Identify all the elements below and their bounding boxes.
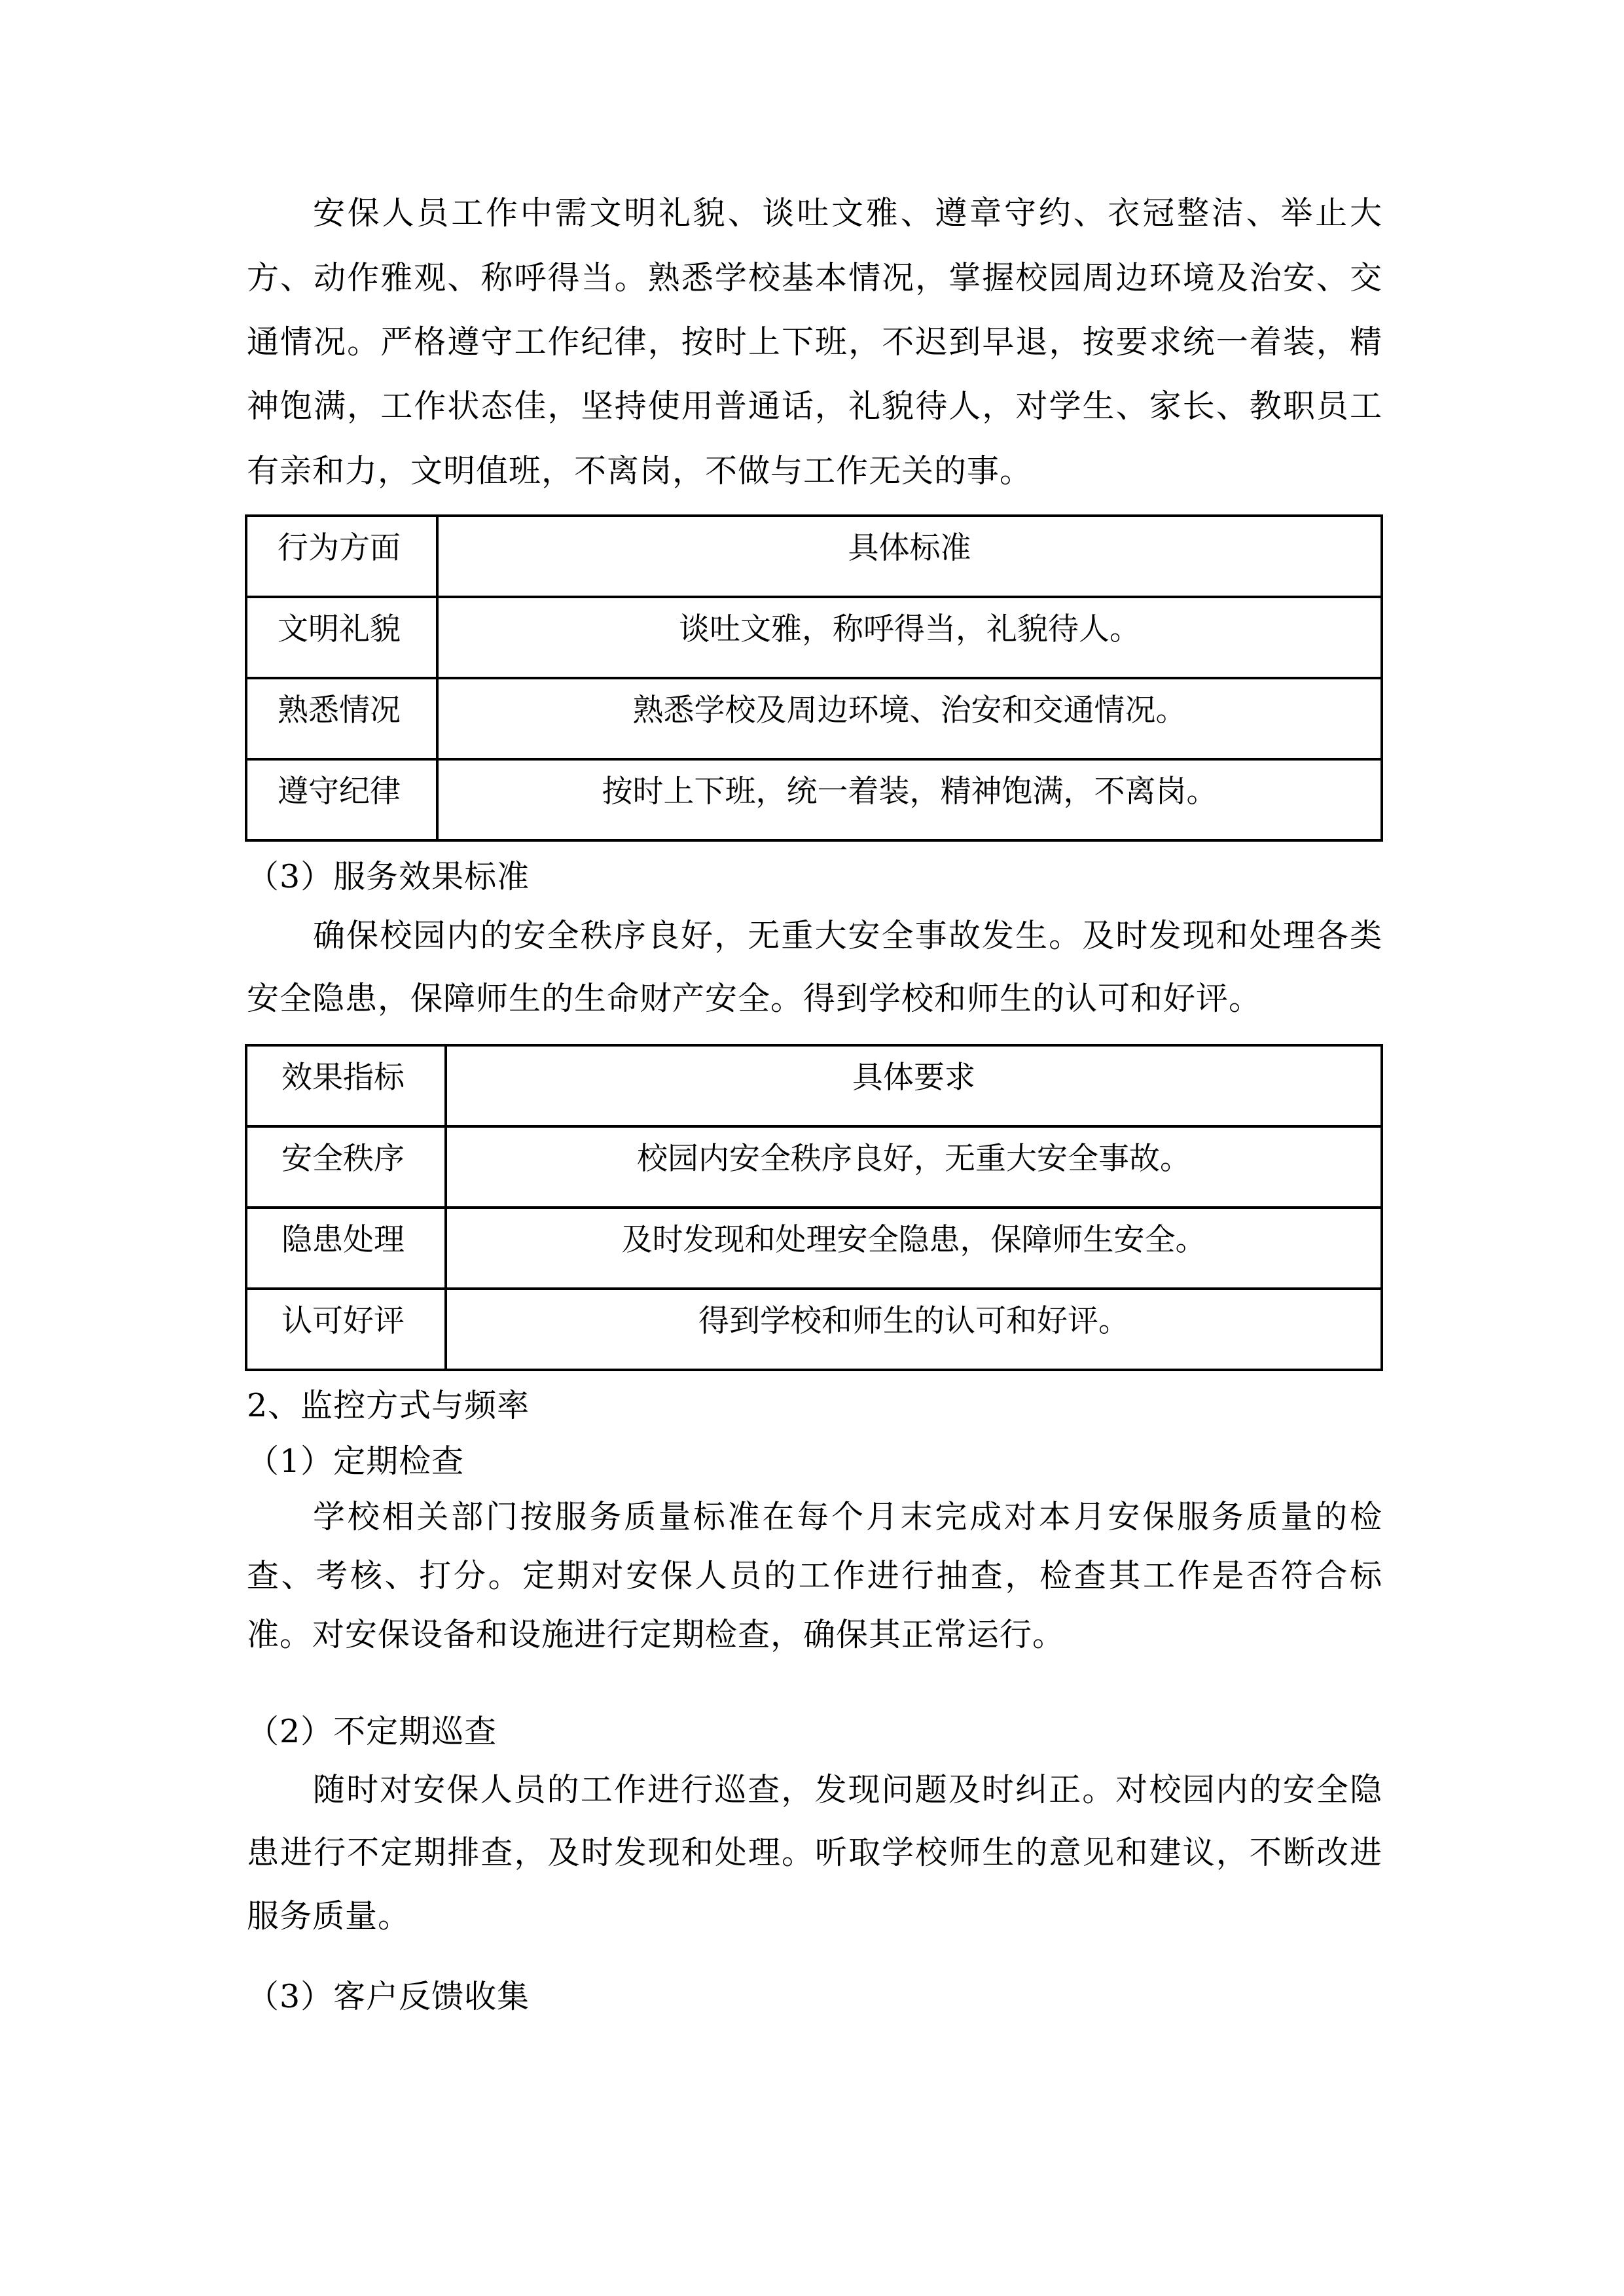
table-row xyxy=(246,597,1382,678)
table-header-row xyxy=(246,1045,1382,1126)
paragraph-line: 服务质量。 xyxy=(247,1897,411,1935)
paragraph-line: 学校相关部门按服务质量标准在每个月末完成对本月安保服务质量的检 xyxy=(313,1498,1382,1535)
section-heading-service-effect: （3）服务效果标准 xyxy=(247,858,530,895)
table-header-cell: 具体标准 xyxy=(437,516,1382,597)
subheading-customer-feedback: （3）客户反馈收集 xyxy=(247,1978,530,2015)
effect-indicators-table xyxy=(245,1044,1383,1371)
table-header-cell: 效果指标 xyxy=(246,1045,446,1126)
behavior-standards-table xyxy=(245,514,1383,842)
paragraph-line: 方、动作雅观、称呼得当。熟悉学校基本情况，掌握校园周边环境及治安、交 xyxy=(247,259,1382,296)
paragraph-line: 随时对安保人员的工作进行巡查，发现问题及时纠正。对校园内的安全隐 xyxy=(313,1771,1382,1808)
table-cell: 熟悉情况 xyxy=(246,678,437,759)
table-header-cell: 具体要求 xyxy=(446,1045,1382,1126)
paragraph-line: 患进行不定期排查，及时发现和处理。听取学校师生的意见和建议，不断改进 xyxy=(247,1834,1382,1871)
table-cell: 及时发现和处理安全隐患，保障师生安全。 xyxy=(446,1208,1382,1289)
table-cell: 熟悉学校及周边环境、治安和交通情况。 xyxy=(437,678,1382,759)
table-header-row xyxy=(246,516,1382,597)
table-row xyxy=(246,678,1382,759)
subheading-periodic-inspection: （1）定期检查 xyxy=(247,1443,465,1480)
table-cell: 认可好评 xyxy=(246,1289,446,1370)
paragraph-line: 神饱满，工作状态佳，坚持使用普通话，礼貌待人，对学生、家长、教职员工 xyxy=(247,387,1382,425)
table-cell: 遵守纪律 xyxy=(246,759,437,840)
paragraph-line: 安保人员工作中需文明礼貌、谈吐文雅、遵章守约、衣冠整洁、举止大 xyxy=(313,194,1382,232)
section-heading-monitoring: 2、监控方式与频率 xyxy=(247,1387,530,1424)
table-row xyxy=(246,759,1382,840)
table-cell: 得到学校和师生的认可和好评。 xyxy=(446,1289,1382,1370)
paragraph-line: 通情况。严格遵守工作纪律，按时上下班，不迟到早退，按要求统一着装，精 xyxy=(247,323,1382,361)
table-cell: 按时上下班，统一着装，精神饱满，不离岗。 xyxy=(437,759,1382,840)
subheading-irregular-patrol: （2）不定期巡查 xyxy=(247,1713,497,1750)
paragraph-line: 确保校园内的安全秩序良好，无重大安全事故发生。及时发现和处理各类 xyxy=(313,917,1382,954)
table-cell: 校园内安全秩序良好，无重大安全事故。 xyxy=(446,1126,1382,1208)
table-cell: 谈吐文雅，称呼得当，礼貌待人。 xyxy=(437,597,1382,678)
table-header-cell: 行为方面 xyxy=(246,516,437,597)
table-row xyxy=(246,1126,1382,1208)
table-cell: 隐患处理 xyxy=(246,1208,446,1289)
paragraph-line: 查、考核、打分。定期对安保人员的工作进行抽查，检查其工作是否符合标 xyxy=(247,1557,1382,1594)
paragraph-line: 安全隐患，保障师生的生命财产安全。得到学校和师生的认可和好评。 xyxy=(247,980,1262,1017)
table-cell: 安全秩序 xyxy=(246,1126,446,1208)
paragraph-line: 准。对安保设备和设施进行定期检查，确保其正常运行。 xyxy=(247,1616,1066,1653)
table-row xyxy=(246,1208,1382,1289)
table-row xyxy=(246,1289,1382,1370)
table-cell: 文明礼貌 xyxy=(246,597,437,678)
paragraph-line: 有亲和力，文明值班，不离岗，不做与工作无关的事。 xyxy=(247,452,1033,490)
